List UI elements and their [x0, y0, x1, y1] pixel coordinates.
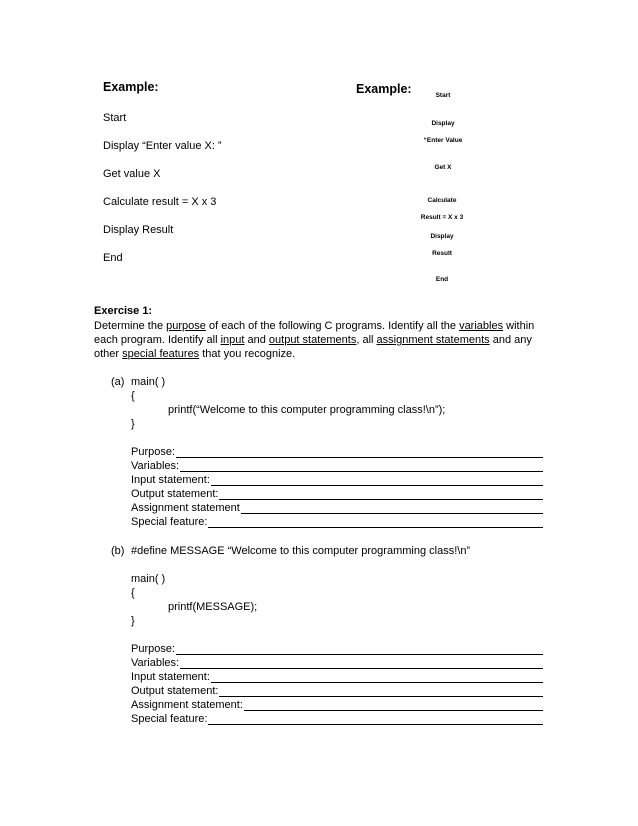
exercise-title: Exercise 1: [94, 305, 153, 317]
example-right-heading: Example: [356, 82, 412, 96]
flowchart-text: Start [435, 92, 451, 99]
exercise-intro-line-1: Determine the purpose of each of the following C programs. Identify all the variables within [94, 320, 535, 332]
part-a-label: (a) [111, 376, 125, 388]
answer-line-output[interactable]: Output statement: [131, 488, 543, 500]
example-left-heading: Example: [103, 80, 159, 94]
flowchart-text: Calculate [427, 197, 457, 204]
code-line: { [131, 390, 135, 402]
flowchart-text: Get X [434, 164, 452, 171]
flowchart-text: End [435, 276, 449, 283]
answer-line-input[interactable]: Input statement: [131, 474, 543, 486]
flowchart-text: Result = X x 3 [420, 214, 464, 221]
answer-line-special[interactable]: Special feature: [131, 516, 543, 528]
exercise-intro-line-3: other special features that you recognize. [94, 348, 296, 360]
code-line: main( ) [131, 573, 166, 585]
flowchart-text: “Enter Value [423, 137, 463, 144]
answer-line-special[interactable]: Special feature: [131, 713, 543, 725]
answer-line-variables[interactable]: Variables: [131, 460, 543, 472]
flowchart-text: Display [431, 120, 455, 127]
answer-line-variables[interactable]: Variables: [131, 657, 543, 669]
example-step: Display Result [103, 224, 174, 236]
example-step: Start [103, 112, 127, 124]
answer-line-assignment[interactable]: Assignment statement [131, 502, 543, 514]
code-line: printf(“Welcome to this computer programming class!\n”); [168, 404, 446, 416]
flowchart-text: Result [432, 250, 452, 257]
code-line: printf(MESSAGE); [168, 601, 258, 613]
code-line: { [131, 587, 135, 599]
code-line: main( ) [131, 376, 166, 388]
part-b-label: (b) [111, 545, 125, 557]
example-step: Get value X [103, 168, 161, 180]
example-step: Calculate result = X x 3 [103, 196, 217, 208]
exercise-intro-line-2: each program. Identify all input and output statements, all assignment statements and any [94, 334, 532, 346]
answer-line-purpose[interactable]: Purpose: [131, 643, 543, 655]
answer-line-assignment[interactable]: Assignment statement: [131, 699, 543, 711]
answer-line-input[interactable]: Input statement: [131, 671, 543, 683]
answer-line-output[interactable]: Output statement: [131, 685, 543, 697]
flowchart-text: Display [430, 233, 454, 240]
code-line: } [131, 615, 135, 627]
code-line: } [131, 418, 135, 430]
answer-line-purpose[interactable]: Purpose: [131, 446, 543, 458]
example-step: End [103, 252, 123, 264]
example-step: Display “Enter value X: ” [103, 140, 222, 152]
code-define-line: #define MESSAGE “Welcome to this computer programming class!\n” [131, 545, 471, 557]
